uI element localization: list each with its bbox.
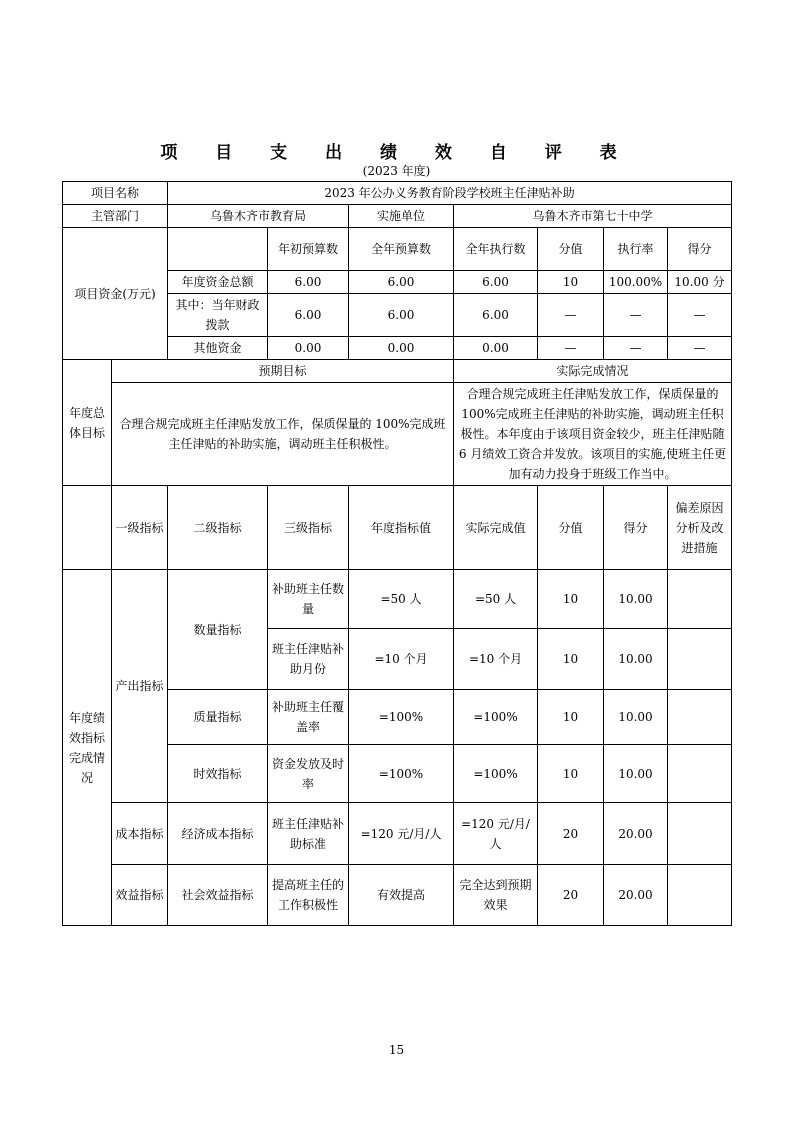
funds-cell: — (538, 294, 604, 337)
indicator-header-cell: 二级指标 (168, 486, 268, 570)
indicator-header-blank (63, 486, 112, 570)
funds-cell: 6.00 (268, 294, 349, 337)
funds-cell: 6.00 (349, 294, 454, 337)
got-cell: 10.00 (604, 745, 668, 803)
l1-output: 产出指标 (112, 570, 168, 803)
project-name-row (63, 182, 732, 205)
score-cell: 10 (538, 745, 604, 803)
l2-benefit: 社会效益指标 (168, 865, 268, 926)
l3-cell: 补助班主任覆盖率 (268, 690, 349, 745)
target-cell: =10 个月 (349, 629, 454, 690)
goals-row (63, 383, 732, 486)
funds-cell: 0.00 (349, 337, 454, 360)
l2-quality: 质量指标 (168, 690, 268, 745)
performance-table (62, 181, 732, 926)
funds-header-cell: 执行率 (604, 228, 668, 271)
funds-header-cell: 全年预算数 (349, 228, 454, 271)
funds-cell: 0.00 (268, 337, 349, 360)
score-cell: 10 (538, 629, 604, 690)
funds-cell: — (668, 294, 732, 337)
indicator-header-cell: 一级指标 (112, 486, 168, 570)
funds-row-name: 年度资金总额 (168, 271, 268, 294)
target-cell: 有效提高 (349, 865, 454, 926)
funds-cell: — (604, 294, 668, 337)
got-cell: 10.00 (604, 629, 668, 690)
note-cell (668, 570, 732, 629)
indicator-header-cell: 得分 (604, 486, 668, 570)
project-name-label: 项目名称 (63, 182, 168, 205)
goals-actual-label: 实际完成情况 (454, 360, 732, 383)
l3-cell: 资金发放及时率 (268, 745, 349, 803)
actual-cell: =120 元/月/人 (454, 803, 538, 865)
note-cell (668, 803, 732, 865)
funds-cell: — (538, 337, 604, 360)
dept-label: 主管部门 (63, 205, 168, 228)
score-cell: 20 (538, 803, 604, 865)
funds-cell: 6.00 (454, 271, 538, 294)
actual-cell: =100% (454, 745, 538, 803)
l2-cost: 经济成本指标 (168, 803, 268, 865)
funds-header-cell: 年初预算数 (268, 228, 349, 271)
indicator-header-cell: 实际完成值 (454, 486, 538, 570)
l3-cell: 班主任津贴补助月份 (268, 629, 349, 690)
page-number: 15 (388, 1043, 405, 1057)
goals-actual-text: 合理合规完成班主任津贴发放工作，保质保量的 100%完成班主任津贴的补助实施，调动班主任积极性。本年度由于该项目资金较少，班主任津贴随 6 月绩效工资合并发放。该项目的实施,使班主任更加有动力投身于班级工作当中。 (454, 383, 732, 486)
funds-cell: — (668, 337, 732, 360)
funds-header-cell: 分值 (538, 228, 604, 271)
indicators-label: 年度绩效指标完成情况 (63, 570, 112, 926)
indicator-row (63, 570, 732, 629)
indicator-header-row (63, 486, 732, 570)
funds-cell: 10.00 分 (668, 271, 732, 294)
project-name-value: 2023 年公办义务教育阶段学校班主任津贴补助 (168, 182, 732, 205)
target-cell: =120 元/月/人 (349, 803, 454, 865)
got-cell: 10.00 (604, 570, 668, 629)
indicator-header-cell: 三级指标 (268, 486, 349, 570)
indicator-header-cell: 年度指标值 (349, 486, 454, 570)
l3-cell: 补助班主任数量 (268, 570, 349, 629)
actual-cell: 完全达到预期效果 (454, 865, 538, 926)
note-cell (668, 690, 732, 745)
page-title: 项 目 支 出 绩 效 自 评 表 (160, 143, 633, 163)
actual-cell: =50 人 (454, 570, 538, 629)
indicator-header-cell: 分值 (538, 486, 604, 570)
funds-cell: — (604, 337, 668, 360)
got-cell: 20.00 (604, 803, 668, 865)
l1-cost: 成本指标 (112, 803, 168, 865)
funds-row-name: 其他资金 (168, 337, 268, 360)
funds-header-blank (168, 228, 268, 271)
score-cell: 10 (538, 570, 604, 629)
actual-cell: =100% (454, 690, 538, 745)
l3-cell: 班主任津贴补助标准 (268, 803, 349, 865)
got-cell: 20.00 (604, 865, 668, 926)
got-cell: 10.00 (604, 690, 668, 745)
l2-quantity: 数量指标 (168, 570, 268, 690)
funds-header-cell: 得分 (668, 228, 732, 271)
goals-header-row (63, 360, 732, 383)
department-row (63, 205, 732, 228)
l3-cell: 提高班主任的工作积极性 (268, 865, 349, 926)
note-cell (668, 865, 732, 926)
funds-cell: 6.00 (454, 294, 538, 337)
l2-time: 时效指标 (168, 745, 268, 803)
page-subtitle: (2023 年度) (362, 164, 431, 178)
goals-expected-label: 预期目标 (112, 360, 454, 383)
indicator-header-cell: 偏差原因分析及改进措施 (668, 486, 732, 570)
actual-cell: =10 个月 (454, 629, 538, 690)
l1-benefit: 效益指标 (112, 865, 168, 926)
note-cell (668, 629, 732, 690)
note-cell (668, 745, 732, 803)
impl-label: 实施单位 (349, 205, 454, 228)
indicator-row (63, 865, 732, 926)
target-cell: =100% (349, 745, 454, 803)
indicator-row (63, 803, 732, 865)
impl-value: 乌鲁木齐市第七十中学 (454, 205, 732, 228)
target-cell: =100% (349, 690, 454, 745)
funds-label: 项目资金(万元) (63, 228, 168, 360)
score-cell: 20 (538, 865, 604, 926)
dept-value: 乌鲁木齐市教育局 (168, 205, 349, 228)
funds-cell: 100.00% (604, 271, 668, 294)
funds-cell: 0.00 (454, 337, 538, 360)
funds-cell: 6.00 (268, 271, 349, 294)
funds-row-name: 其中：当年财政拨款 (168, 294, 268, 337)
target-cell: =50 人 (349, 570, 454, 629)
funds-header-cell: 全年执行数 (454, 228, 538, 271)
score-cell: 10 (538, 690, 604, 745)
funds-header-row (63, 228, 732, 271)
funds-cell: 6.00 (349, 271, 454, 294)
funds-cell: 10 (538, 271, 604, 294)
goals-label: 年度总体目标 (63, 360, 112, 486)
goals-expected-text: 合理合规完成班主任津贴发放工作，保质保量的 100%完成班主任津贴的补助实施，调动班主任积极性。 (112, 383, 454, 486)
